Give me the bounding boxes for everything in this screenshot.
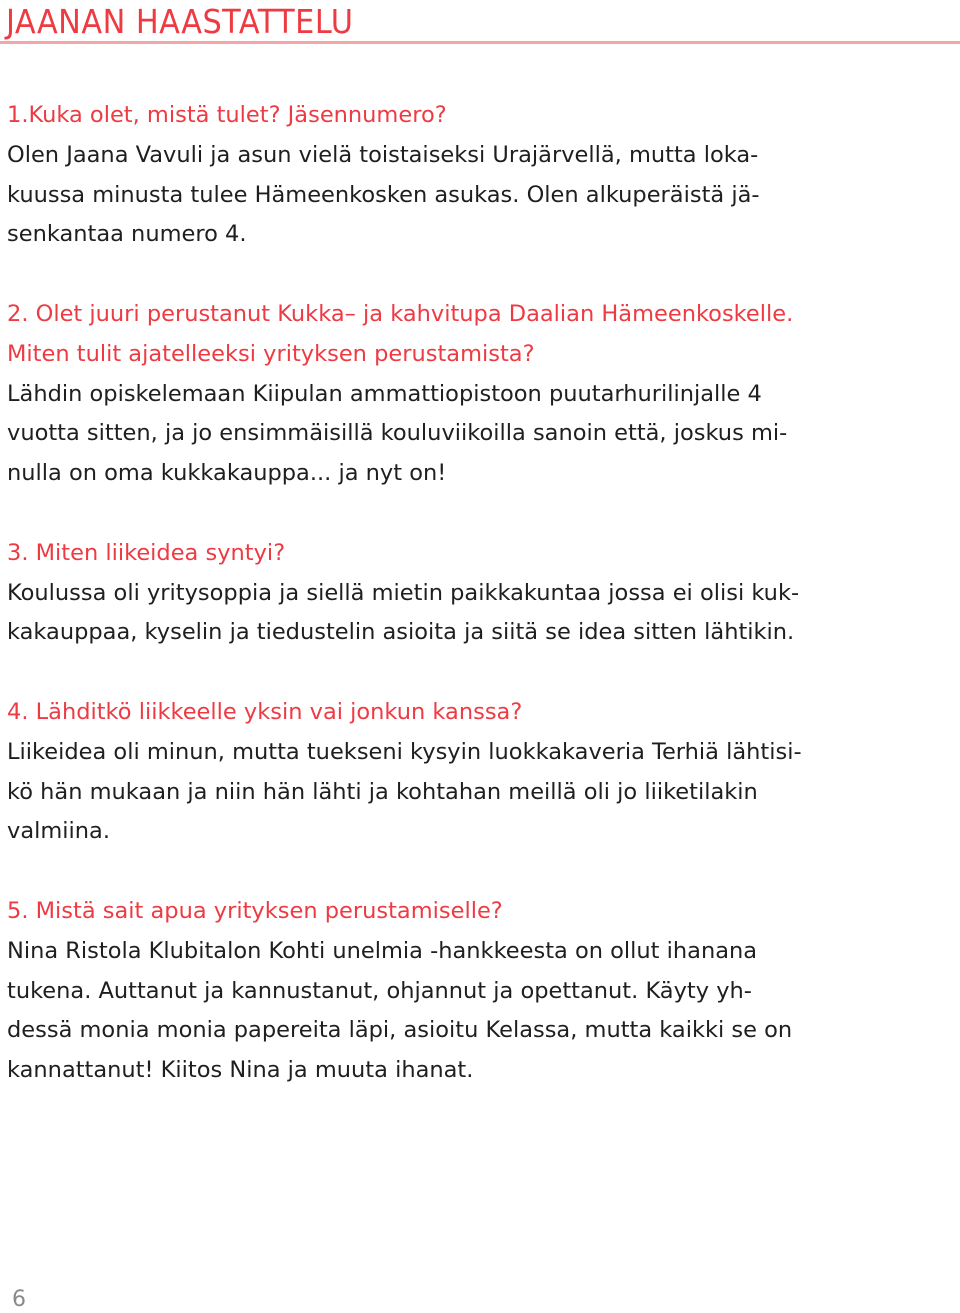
- answer-2: [7, 375, 879, 494]
- answer-1: [7, 136, 879, 255]
- answer-line: valmiina.: [7, 818, 110, 845]
- answer-5: [7, 932, 879, 1091]
- page-title: JAANAN HAASTATTELU: [6, 2, 354, 41]
- answer-line: nulla on oma kukkakauppa... ja nyt on!: [7, 460, 447, 487]
- question-3: [7, 534, 879, 574]
- interview-content: [7, 96, 879, 1131]
- answer-line: senkantaa numero 4.: [7, 221, 247, 248]
- answer-3: [7, 574, 879, 654]
- question-2: [7, 295, 879, 375]
- answer-line: kannattanut! Kiitos Nina ja muuta ihanat.: [7, 1057, 474, 1084]
- title-underline: [0, 41, 960, 44]
- qa-block-5: [7, 892, 879, 1091]
- answer-line: tukena. Auttanut ja kannustanut, ohjannut ja opettanut. Käyty yh-: [7, 977, 752, 1004]
- answer-line: kuussa minusta tulee Hämeenkosken asukas. Olen alkuperäistä jä-: [7, 181, 760, 208]
- answer-line: kakauppaa, kyselin ja tiedustelin asioita ja siitä se idea sitten lähtikin.: [7, 619, 795, 646]
- answer-line: kö hän mukaan ja niin hän lähti ja kohtahan meillä oli jo liiketilakin: [7, 778, 758, 805]
- page-number: 6: [12, 1287, 26, 1312]
- qa-block-3: [7, 534, 879, 653]
- answer-line: Lähdin opiskelemaan Kiipulan ammattiopistoon puutarhurilinjalle 4: [7, 380, 762, 407]
- question-line: 2. Olet juuri perustanut Kukka– ja kahvitupa Daalian Hämeenkoskelle.: [7, 300, 794, 327]
- qa-block-4: [7, 693, 879, 852]
- question-line: 1.Kuka olet, mistä tulet? Jäsennumero?: [7, 102, 447, 128]
- answer-line: dessä monia monia papereita läpi, asioitu Kelassa, mutta kaikki se on: [7, 1017, 793, 1044]
- question-line: 5. Mistä sait apua yrityksen perustamiselle?: [7, 897, 503, 924]
- question-line: Miten tulit ajatelleeksi yrityksen perustamista?: [7, 340, 535, 367]
- question-line: 3. Miten liikeidea syntyi?: [7, 539, 286, 566]
- qa-block-2: [7, 295, 879, 494]
- page-header: [0, 0, 960, 48]
- question-1: [7, 96, 879, 136]
- question-4: [7, 693, 879, 733]
- question-5: [7, 892, 879, 932]
- answer-4: [7, 733, 879, 852]
- answer-line: Olen Jaana Vavuli ja asun vielä toistaiseksi Urajärvellä, mutta loka-: [7, 141, 759, 168]
- answer-line: Koulussa oli yritysoppia ja siellä mietin paikkakuntaa jossa ei olisi kuk-: [7, 579, 800, 606]
- answer-line: Liikeidea oli minun, mutta tuekseni kysyin luokkakaveria Terhiä lähtisi-: [7, 738, 802, 765]
- answer-line: vuotta sitten, ja jo ensimmäisillä kouluviikoilla sanoin että, joskus mi-: [7, 420, 788, 447]
- answer-line: Nina Ristola Klubitalon Kohti unelmia -hankkeesta on ollut ihanana: [7, 937, 758, 964]
- qa-block-1: [7, 96, 879, 255]
- question-line: 4. Lähditkö liikkeelle yksin vai jonkun kanssa?: [7, 698, 523, 725]
